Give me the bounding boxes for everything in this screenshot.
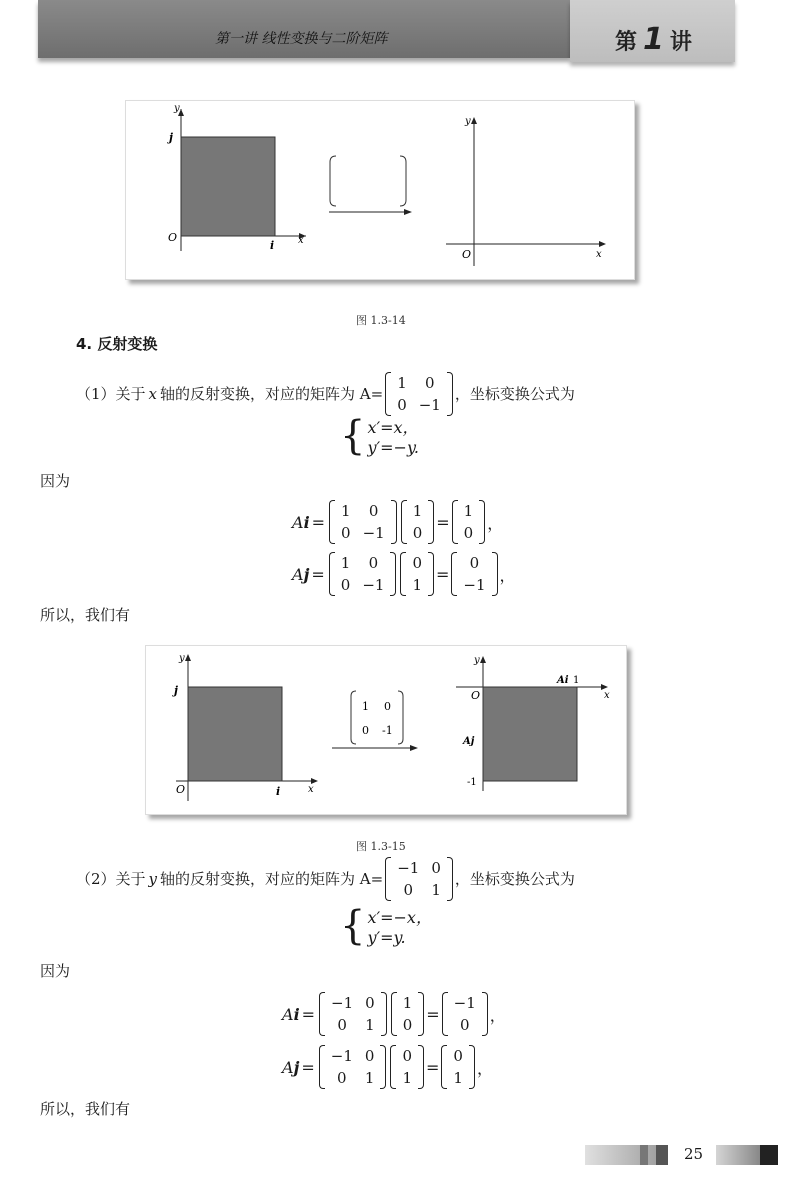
part2-formula: { x′=−x， y′=y. <box>340 903 432 949</box>
lecture-label: 第1讲 <box>615 22 698 57</box>
matrix-entry: 0 <box>384 700 391 713</box>
running-title: 第一讲 线性变换与二阶矩阵 <box>215 31 388 47</box>
figure-1-3-14 <box>125 100 635 280</box>
neg-one-label: -1 <box>467 777 477 788</box>
matrix-entry: 1 <box>362 700 369 713</box>
part1-axis: x <box>148 385 158 403</box>
x-axis-label: x <box>298 235 304 246</box>
i-label: i <box>276 785 281 798</box>
part1-aj-equation: A j = 1 0 0 −1 0 1 = 0 −1 ， <box>292 554 516 594</box>
footer-block <box>640 1145 648 1165</box>
matrix-entry: -1 <box>382 724 393 737</box>
so-label-2: 所以，我们有 <box>40 1100 131 1118</box>
part1-ai-equation: A i = 1 0 0 −1 1 0 = 1 0 ， <box>292 502 504 542</box>
origin-label-right: O <box>462 248 472 261</box>
part1-intro <box>76 372 575 416</box>
part2-ai-equation: A i = −1 0 0 1 1 0 = −1 0 ， <box>282 994 506 1034</box>
formula-y: y′=−y. <box>367 438 419 457</box>
figure-caption-1: 图 1.3-14 <box>356 314 406 327</box>
part1-intro-mid: 轴的反射变换，对应的矩阵为 A= <box>160 385 384 403</box>
y-axis-label: y <box>174 103 180 114</box>
unit-square <box>188 687 282 781</box>
footer-block <box>656 1145 668 1165</box>
j-label: j <box>169 131 173 144</box>
figure-caption-2: 图 1.3-15 <box>356 840 406 853</box>
section-heading: 4. 反射变换 <box>76 335 158 353</box>
part2-intro: （2）关于 y 轴的反射变换，对应的矩阵为 A= −1 0 0 1 ，坐标变换公式为 <box>76 859 575 899</box>
figure-1-3-15 <box>145 645 627 815</box>
part2-matrix: −1 0 0 1 <box>385 857 453 901</box>
footer-decoration-right <box>716 1145 760 1165</box>
part1-matrix: 1 0 0 −1 <box>385 372 453 416</box>
part1-formula <box>340 415 419 457</box>
y-axis-label-right: y <box>474 655 480 666</box>
aj-label: Aj <box>463 736 475 747</box>
empty-matrix-left-bracket <box>330 156 336 206</box>
y-axis-label-right: y <box>465 116 471 127</box>
figure-1-3-15-graphic <box>146 646 626 814</box>
one-label: 1 <box>573 675 580 686</box>
part1-intro-post: ，坐标变换公式为 <box>454 385 575 403</box>
left-brace: { <box>340 413 366 459</box>
y-axis-label: y <box>179 653 185 664</box>
origin-label: O <box>168 231 178 244</box>
x-axis-label-right: x <box>604 690 610 701</box>
because-label-1: 因为 <box>40 472 71 490</box>
i-label: i <box>270 239 275 252</box>
matrix-entry: 0 <box>362 724 369 737</box>
part1-intro-pre: （1）关于 <box>76 385 146 403</box>
figure-1-3-14-graphic <box>126 101 634 279</box>
j-label: j <box>174 684 178 697</box>
origin-label: O <box>176 783 186 796</box>
footer-decoration-left <box>585 1145 665 1165</box>
empty-matrix-right-bracket <box>400 156 406 206</box>
x-axis-label-right: x <box>596 249 602 260</box>
origin-label-right: O <box>471 689 481 702</box>
x-axis-label: x <box>308 784 314 795</box>
part2-aj-equation: A j = −1 0 0 1 0 1 = 0 1 ， <box>282 1047 493 1087</box>
footer-block <box>760 1145 778 1165</box>
formula-x: x′=x， <box>367 418 419 437</box>
ai-label: Ai <box>557 675 569 686</box>
so-label-1: 所以，我们有 <box>40 606 131 624</box>
page-number: 25 <box>684 1145 704 1163</box>
because-label-2: 因为 <box>40 962 71 980</box>
reflected-square <box>483 687 577 781</box>
unit-square <box>181 137 275 236</box>
